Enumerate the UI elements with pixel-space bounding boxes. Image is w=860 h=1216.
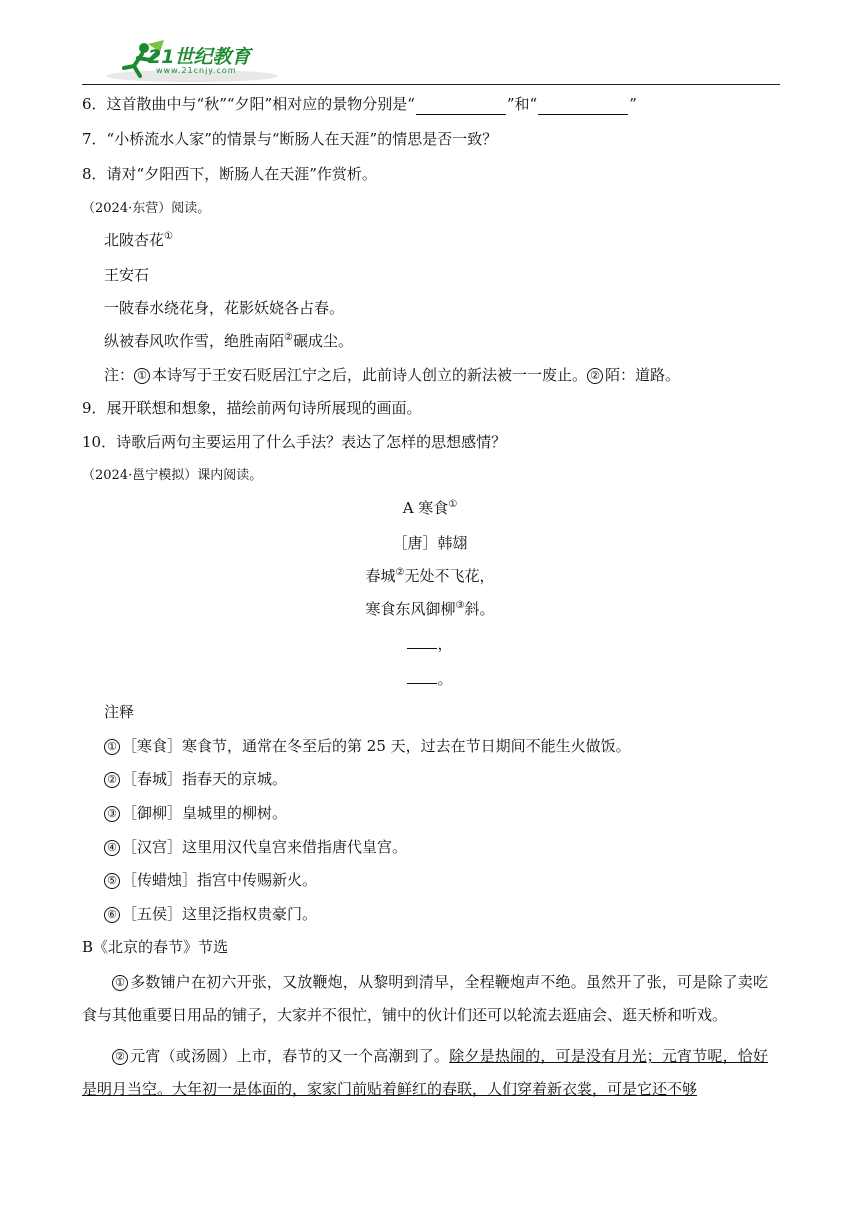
q6-text-b: ”和“: [506, 95, 538, 113]
q6-text-a: 6．这首散曲中与“秋”“夕阳”相对应的景物分别是“: [82, 95, 415, 113]
note-item: [104, 869, 317, 891]
note-item: [104, 836, 407, 858]
poem2-line-1a: 春城: [365, 567, 396, 585]
question-6: [82, 93, 637, 115]
note-number: ①: [104, 739, 120, 755]
poem1-notes: [104, 364, 680, 386]
punct: 。: [437, 670, 453, 688]
answer-blank-2[interactable]: [538, 98, 628, 115]
poem2-line-2b: 斜。: [464, 600, 495, 618]
fill-blank-3[interactable]: [407, 636, 437, 649]
poem2-line-3-blank: [0, 633, 860, 655]
note-number: ②: [104, 772, 120, 788]
note-item: [104, 903, 317, 925]
note-number: ③: [104, 806, 120, 822]
paragraph-number: ②: [112, 1049, 128, 1065]
note-text: ［御柳］皇城里的柳树。: [122, 804, 288, 822]
poem2-line-1b: 无处不飞花，: [404, 567, 495, 585]
paragraph-2-text: 元宵（或汤圆）上市，春节的又一个高潮到了。: [130, 1047, 450, 1065]
punct: ，: [437, 635, 453, 653]
section1-source: （2024·东营）阅读。: [82, 201, 211, 216]
note-2-text: 陌：道路。: [605, 366, 681, 384]
q6-text-c: ”: [629, 95, 637, 113]
paragraph-number: ①: [112, 975, 128, 991]
poem1-line-1: 一陂春水绕花身，花影妖娆各占春。: [104, 299, 345, 317]
poem2-line-1: [0, 565, 860, 587]
notes-heading: 注释: [104, 703, 135, 721]
logo-url: www.21cnjy.com: [156, 66, 237, 75]
poem1-line-2: [104, 330, 353, 352]
note-prefix: 注：: [104, 366, 135, 384]
answer-blank-1[interactable]: [416, 98, 506, 115]
question-8: 8．请对“夕阳西下，断肠人在天涯”作赏析。: [82, 165, 377, 183]
note-number: ②: [587, 368, 603, 384]
question-9: 9．展开联想和想象，描绘前两句诗所展现的画面。: [82, 399, 422, 417]
poem1-title-text: 北陂杏花: [104, 231, 165, 249]
section2-source: （2024·邕宁模拟）课内阅读。: [82, 468, 263, 483]
note-item: [104, 802, 287, 824]
footnote-ref: ②: [284, 332, 293, 343]
passage-paragraph-1: [82, 966, 768, 1032]
note-number: ⑤: [104, 873, 120, 889]
poem2-author: ［唐］韩翃: [392, 534, 468, 552]
footnote-ref: ③: [455, 600, 465, 611]
poem2-title: [0, 497, 860, 519]
note-text: ［寒食］寒食节，通常在冬至后的第 25 天，过去在节日期间不能生火做饭。: [122, 737, 631, 755]
note-text: ［五侯］这里泛指权贵豪门。: [122, 905, 318, 923]
fill-blank-4[interactable]: [407, 671, 437, 684]
poem1-title: [104, 229, 173, 251]
note-text: ［春城］指春天的京城。: [122, 770, 288, 788]
footnote-ref: ②: [395, 567, 405, 578]
question-10: 10．诗歌后两句主要运用了什么手法？表达了怎样的思想感情？: [82, 433, 507, 451]
page-header: [82, 28, 780, 88]
poem1-line-2b: 碾成尘。: [292, 332, 353, 350]
poem2-line-4-blank: [0, 668, 860, 690]
note-item: [104, 735, 631, 757]
note-text: ［传蜡烛］指宫中传赐新火。: [122, 871, 318, 889]
poem2-title-text: A 寒食: [402, 499, 449, 517]
logo-text: 21世纪教育: [148, 46, 251, 68]
poem1-author: 王安石: [104, 266, 150, 284]
footnote-ref: ①: [448, 499, 458, 510]
note-text: ［汉宫］这里用汉代皇宫来借指唐代皇宫。: [122, 838, 408, 856]
poem2-line-2a: 寒食东风御柳: [365, 600, 456, 618]
header-divider: [82, 84, 780, 85]
note-item: [104, 768, 287, 790]
poem2-line-2: [0, 598, 860, 620]
poem1-line-2a: 纵被春风吹作雪，绝胜南陌: [104, 332, 285, 350]
note-number: ⑥: [104, 907, 120, 923]
note-number: ①: [134, 368, 150, 384]
note-number: ④: [104, 840, 120, 856]
note-1-text: 本诗写于王安石贬居江宁之后，此前诗人创立的新法被一一废止。: [152, 366, 588, 384]
footnote-ref: ①: [164, 231, 173, 242]
paragraph-1-text: 多数铺户在初六开张，又放鞭炮，从黎明到清早，全程鞭炮声不绝。虽然开了张，可是除了卖吃食与其他重要日用品的铺子，大家并不很忙，铺中的伙计们还可以轮流去逛庙会、逛天桥和听戏。: [82, 973, 768, 1024]
question-7: 7．“小桥流水人家”的情景与“断肠人在天涯”的情思是否一致？: [82, 130, 498, 148]
section-b-title: B《北京的春节》节选: [82, 938, 229, 956]
passage-paragraph-2: [82, 1040, 768, 1106]
underlined-sentence: 除夕是热闹的，可是没有月光；元宵节呢，恰好是明月当空。大年初一是体面的，家家门前贴着鲜红的春联，人们穿着新衣裳，可是它还不够: [82, 1047, 768, 1098]
